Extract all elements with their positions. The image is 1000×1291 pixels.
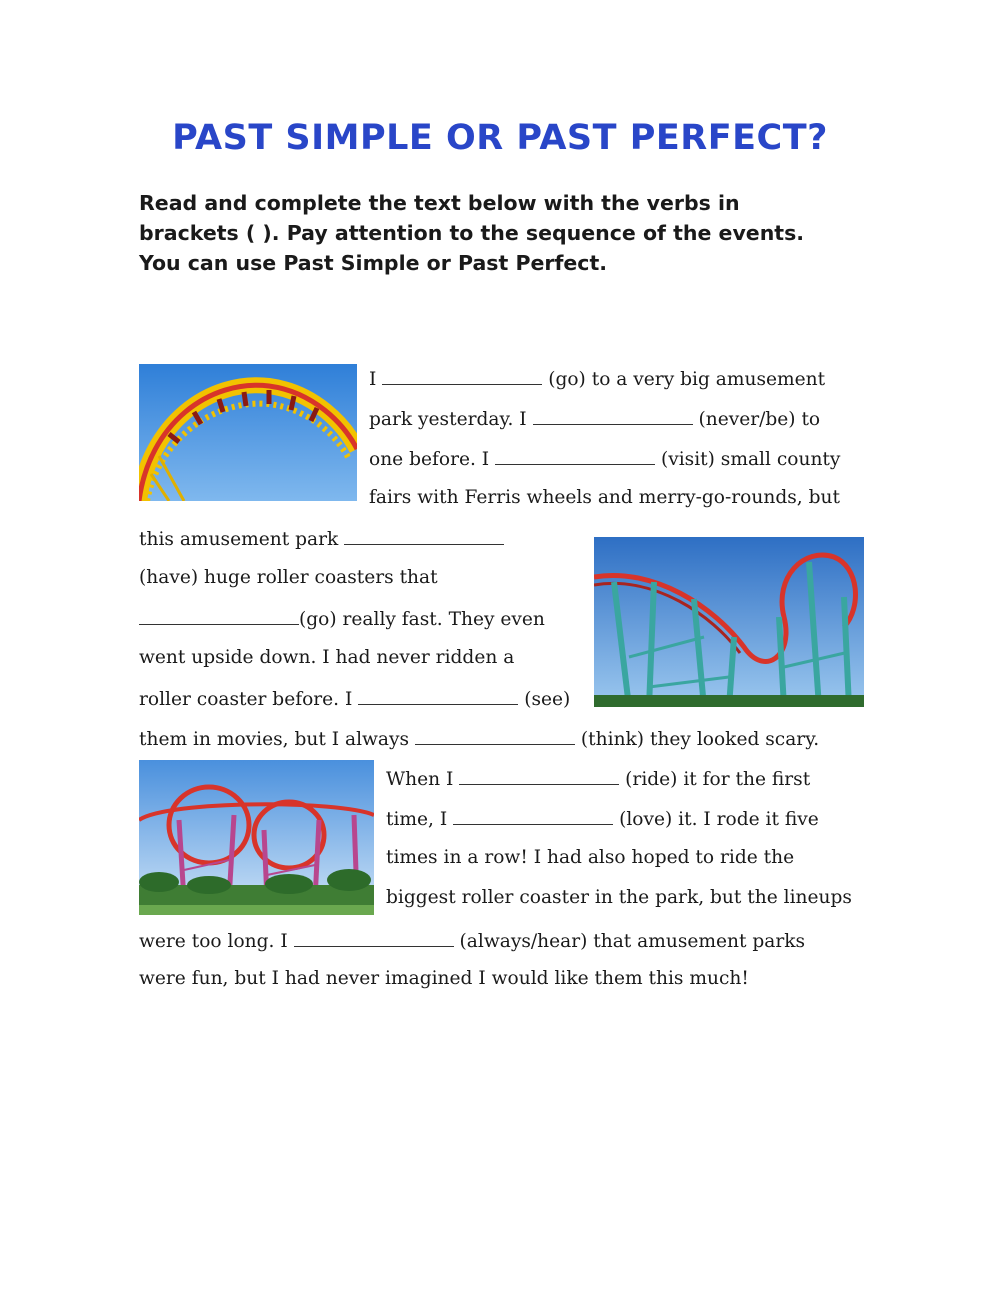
text-line: time, I (love) it. I rode it five	[386, 806, 819, 832]
text-line: biggest roller coaster in the park, but the lineups	[386, 887, 852, 908]
text-line: (have) huge roller coasters that	[139, 567, 438, 588]
text-line: roller coaster before. I (see)	[139, 686, 570, 712]
text-line: were fun, but I had never imagined I would like them this much!	[139, 968, 749, 989]
page-title: PAST SIMPLE OR PAST PERFECT?	[172, 118, 828, 158]
answer-blank-always-hear[interactable]	[294, 928, 454, 947]
roller-coaster-photo-1	[139, 364, 357, 501]
instructions-line: brackets ( ). Pay attention to the sequence of the events.	[139, 221, 805, 245]
answer-blank-have[interactable]	[344, 526, 504, 545]
instructions	[139, 188, 859, 278]
answer-blank-go-2[interactable]	[139, 606, 299, 625]
text-line: park yesterday. I (never/be) to	[369, 406, 820, 432]
text-line: one before. I (visit) small county	[369, 446, 840, 472]
text-line: them in movies, but I always (think) they looked scary.	[139, 726, 819, 752]
text-line: fairs with Ferris wheels and merry-go-rounds, but	[369, 487, 840, 508]
text-line: times in a row! I had also hoped to ride the	[386, 847, 795, 868]
text-line: were too long. I (always/hear) that amusement parks	[139, 928, 805, 954]
answer-blank-ride[interactable]	[459, 766, 619, 785]
answer-blank-go[interactable]	[382, 366, 542, 385]
instructions-line: Read and complete the text below with the verbs in	[139, 191, 740, 215]
text-line: this amusement park	[139, 526, 504, 552]
answer-blank-love[interactable]	[453, 806, 613, 825]
text-line: went upside down. I had never ridden a	[139, 647, 515, 668]
instructions-line: You can use Past Simple or Past Perfect.	[139, 251, 608, 275]
text-line: When I (ride) it for the first	[386, 766, 810, 792]
answer-blank-never-be[interactable]	[533, 406, 693, 425]
answer-blank-see[interactable]	[358, 686, 518, 705]
answer-blank-think[interactable]	[415, 726, 575, 745]
roller-coaster-photo-2	[594, 537, 864, 707]
text-line: I (go) to a very big amusement	[369, 366, 825, 392]
text-line: (go) really fast. They even	[139, 606, 545, 632]
answer-blank-visit[interactable]	[495, 446, 655, 465]
roller-coaster-photo-3	[139, 760, 374, 915]
